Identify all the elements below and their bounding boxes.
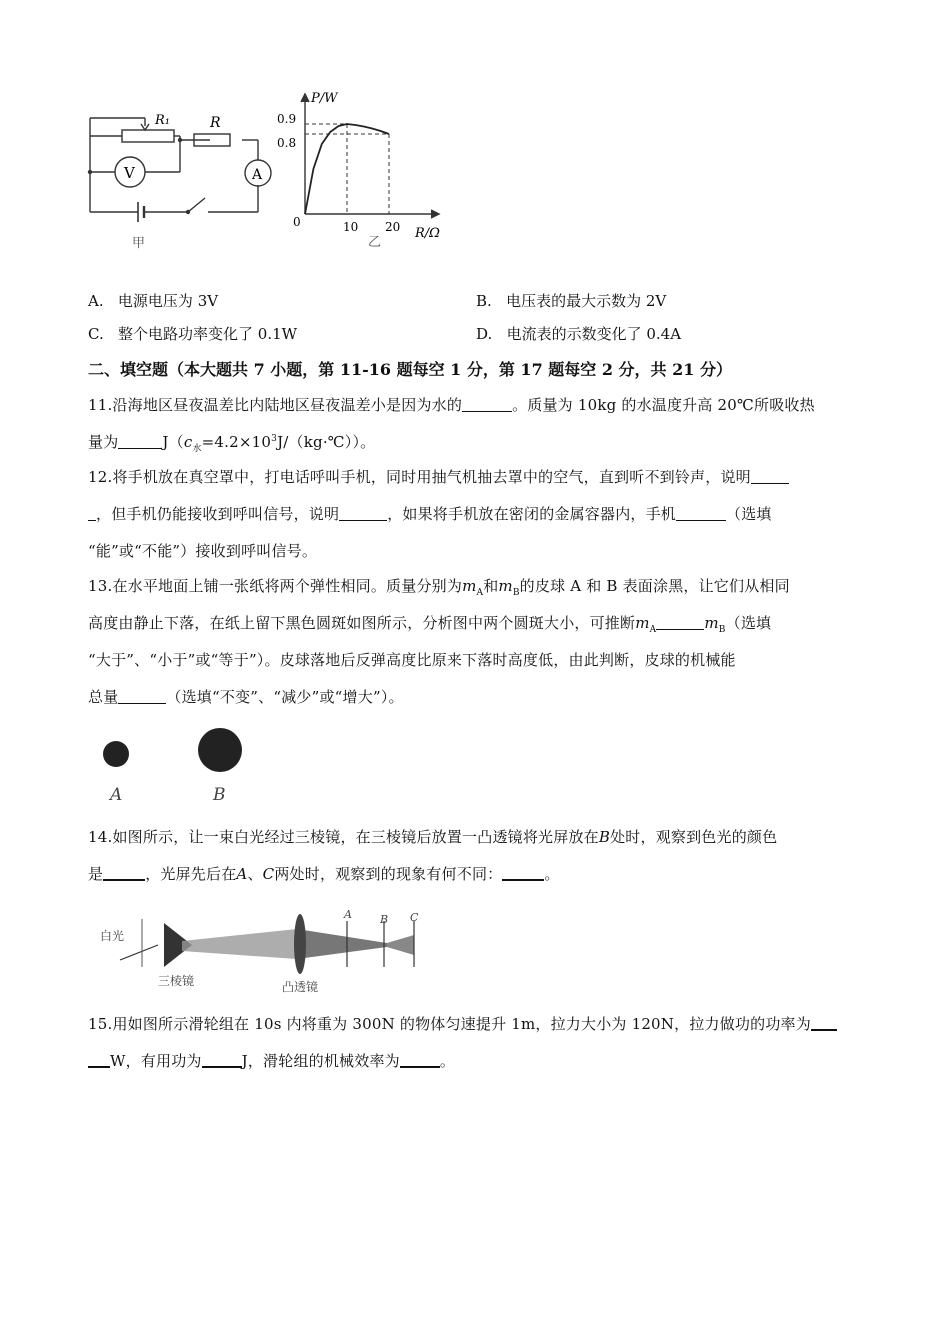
- spot-b: [198, 728, 242, 772]
- q13-blank-2[interactable]: [118, 689, 166, 704]
- q13-line-1: 13.在水平地面上铺一张纸将两个弹性相同。质量分别为$m_A$和$m_B$的皮球 A 和 B 表面涂黑，让它们从相同: [88, 577, 790, 598]
- option-c-letter: C.: [88, 325, 104, 343]
- r1-label: R₁: [155, 113, 170, 128]
- y-tick-0.9: 0.9: [277, 112, 297, 126]
- screen-b-label: B: [380, 913, 389, 926]
- q13-line-4: 总量 （选填“不变”、“减少”或“增大”）。: [88, 688, 404, 706]
- q12-blank-2[interactable]: [339, 506, 387, 521]
- q14-blank-1[interactable]: [103, 865, 145, 881]
- q12-line-3: “能”或“不能”）接收到呼叫信号。: [88, 542, 318, 560]
- option-b-text: 电压表的最大示数为 2V: [506, 292, 667, 310]
- spot-a: [103, 741, 129, 767]
- section-title: 二、填空题（本大题共 7 小题，第 11-16 题每空 1 分，第 17 题每空 2 分，共 21 分）: [88, 360, 732, 379]
- option-d-letter: D.: [476, 325, 493, 343]
- option-a-text: 电源电压为 3V: [117, 292, 219, 310]
- ball-spots-figure: [92, 720, 262, 810]
- r-label: R: [210, 115, 221, 131]
- prism-lens-figure: [92, 905, 432, 995]
- option-d[interactable]: [476, 323, 681, 344]
- circuit-caption: 甲: [132, 236, 146, 251]
- q15-line-2: W，有用功为 J，滑轮组的机械效率为 。: [88, 1050, 455, 1071]
- screen-a-label: A: [344, 908, 352, 921]
- q13-line-3: “大于”、“小于”或“等于”）。皮球落地后反弹高度比原来下落时高度低，由此判断，皮球的机械能: [88, 651, 736, 669]
- q11-line-1: 11.沿海地区昼夜温差比内陆地区昼夜温差小是因为水的 。质量为 10kg 的水温度升高 20℃所吸收热: [88, 396, 815, 414]
- q15-blank-2[interactable]: [202, 1052, 242, 1068]
- ammeter-symbol: A: [252, 167, 263, 183]
- power-resistance-graph: [275, 86, 450, 251]
- q15-blank-3[interactable]: [400, 1052, 440, 1068]
- q13-blank-1[interactable]: [656, 615, 704, 630]
- spot-b-label: B: [213, 785, 226, 805]
- option-c[interactable]: [88, 323, 297, 344]
- option-a-letter: A.: [88, 292, 104, 310]
- q12-blank-3[interactable]: [676, 506, 726, 521]
- y-axis-label: P/W: [311, 91, 338, 106]
- q14-line-2: 是 ，光屏先后在A、C两处时，观察到的现象有何不同： 。: [88, 865, 560, 883]
- option-d-text: 电流表的示数变化了 0.4A: [506, 325, 682, 343]
- q12-line-2: ，但手机仍能接收到呼叫信号，说明 ，如果将手机放在密闭的金属容器内，手机 （选填: [88, 503, 772, 524]
- q13-line-2: 高度由静止下落，在纸上留下黑色圆斑如图所示，分析图中两个圆斑大小，可推断$m_A$ $m_B$（选填: [88, 614, 772, 635]
- option-b-letter: B.: [476, 292, 492, 310]
- q12-line-1: 12.将手机放在真空罩中，打电话呼叫手机，同时用抽气机抽去罩中的空气，直到听不到铃声，说明: [88, 466, 789, 487]
- q14-blank-2[interactable]: [502, 865, 544, 881]
- prism-label: 三棱镜: [158, 974, 195, 988]
- screen-c-label: C: [410, 911, 419, 924]
- circuit-diagram: [80, 100, 285, 255]
- x-axis-label: R/Ω: [415, 226, 440, 241]
- option-b[interactable]: [476, 290, 666, 311]
- q14-line-1: 14.如图所示，让一束白光经过三棱镜，在三棱镜后放置一凸透镜将光屏放在B处时，观察到色光的颜色: [88, 828, 778, 846]
- lens-label: 凸透镜: [282, 980, 319, 994]
- q15-line-1: 15.用如图所示滑轮组在 10s 内将重为 300N 的物体匀速提升 1m，拉力大小为 120N，拉力做功的功率为: [88, 1013, 837, 1034]
- q11-blank-1[interactable]: [462, 397, 512, 412]
- y-tick-0.8: 0.8: [277, 136, 297, 150]
- q11-line-2: 量为 $J(c_水=4.2\times 10^3J/(kg\cdot℃))$。: [88, 433, 376, 454]
- x-tick-10: 10: [343, 220, 359, 234]
- q12-blank-1[interactable]: [751, 469, 789, 484]
- x-tick-20: 20: [385, 220, 401, 234]
- option-a[interactable]: [88, 290, 218, 311]
- q15-blank-1a[interactable]: [811, 1015, 837, 1031]
- spot-a-label: A: [110, 785, 123, 805]
- q15-blank-1b[interactable]: [88, 1052, 110, 1068]
- origin-label: 0: [293, 215, 301, 229]
- graph-caption: 乙: [368, 235, 382, 250]
- option-c-text: 整个电路功率变化了 0.1W: [118, 325, 298, 343]
- q11-blank-2[interactable]: [118, 434, 162, 449]
- white-light-label: 白光: [100, 929, 125, 943]
- voltmeter-symbol: V: [124, 164, 135, 182]
